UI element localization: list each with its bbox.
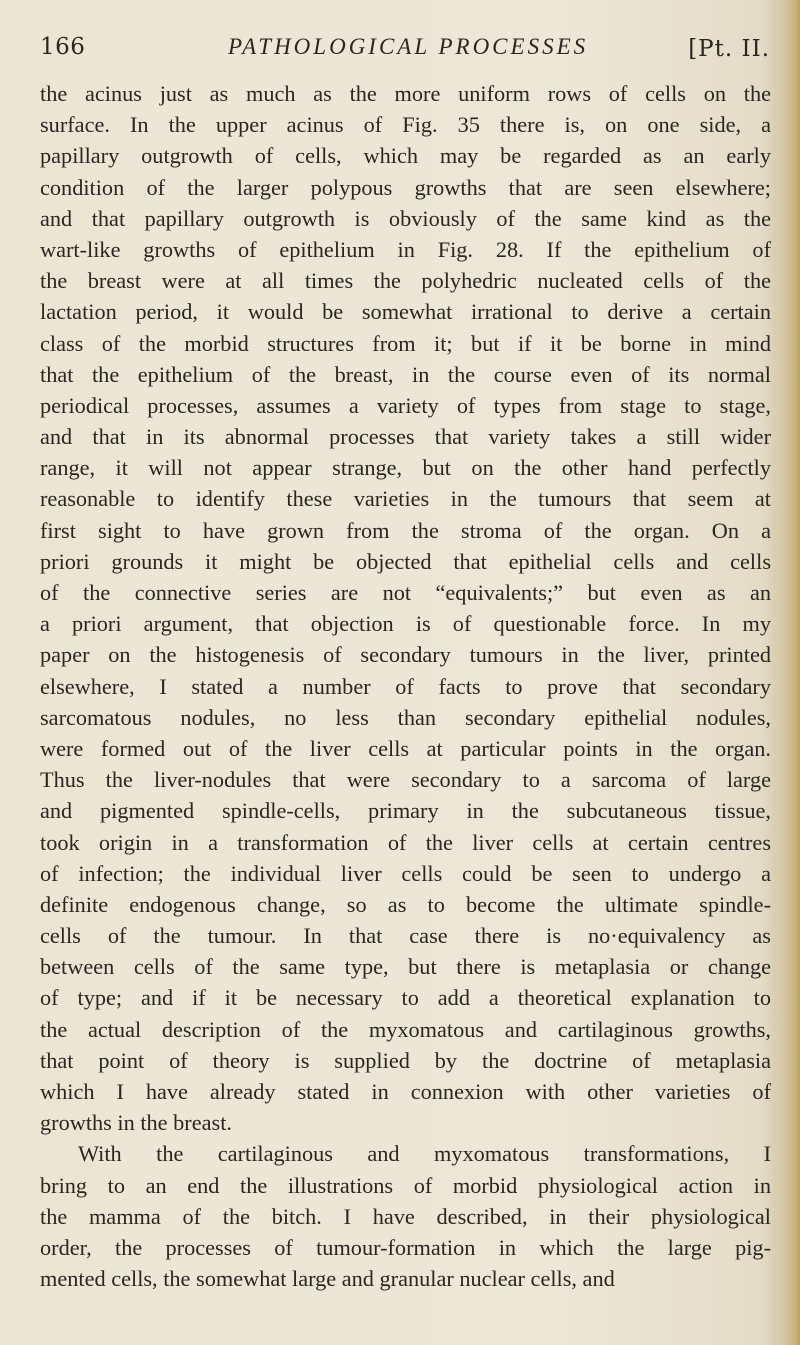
text-line: definite endogenous change, so as to become the ultimate spindle- xyxy=(40,891,771,917)
body-text xyxy=(40,78,771,1294)
text-line: first sight to have grown from the stroma of the organ. On a xyxy=(40,517,771,543)
text-line: mented cells, the somewhat large and granular nuclear cells, and xyxy=(40,1266,615,1292)
text-line: that point of theory is supplied by the doctrine of metaplasia xyxy=(40,1047,771,1073)
text-line: and that papillary outgrowth is obviously of the same kind as the xyxy=(40,205,771,231)
text-line: cells of the tumour. In that case there is no·equivalency as xyxy=(40,923,771,949)
part-label: [Pt. II. xyxy=(688,36,770,62)
text-line: order, the processes of tumour-formation in which the large pig- xyxy=(40,1234,771,1260)
text-line: Thus the liver-nodules that were secondary to a sarcoma of large xyxy=(40,767,771,793)
running-head xyxy=(40,34,770,70)
text-line: elsewhere, I stated a number of facts to prove that secondary xyxy=(40,673,771,699)
text-line: that the epithelium of the breast, in the course even of its normal xyxy=(40,361,771,387)
text-line: range, it will not appear strange, but on the other hand perfectly xyxy=(40,455,771,481)
text-line: were formed out of the liver cells at particular points in the organ. xyxy=(40,735,771,761)
text-line: between cells of the same type, but there is metaplasia or change xyxy=(40,954,771,980)
text-line: and that in its abnormal processes that variety takes a still wider xyxy=(40,424,771,450)
text-line: class of the morbid structures from it; but if it be borne in mind xyxy=(40,330,771,356)
text-line: sarcomatous nodules, no less than secondary epithelial nodules, xyxy=(40,704,771,730)
text-line: which I have already stated in connexion with other varieties of xyxy=(40,1079,771,1104)
page-edge xyxy=(786,0,800,1345)
text-line: the actual description of the myxomatous and cartilaginous growths, xyxy=(40,1016,771,1042)
text-line: periodical processes, assumes a variety of types from stage to stage, xyxy=(40,392,771,418)
text-line: the acinus just as much as the more uniform rows of cells on the xyxy=(40,81,771,106)
text-line: the breast were at all times the polyhedric nucleated cells of the xyxy=(40,268,771,294)
text-line: reasonable to identify these varieties in the tumours that seem at xyxy=(40,486,771,512)
text-line: of type; and if it be necessary to add a theoretical explanation to xyxy=(40,985,771,1011)
text-line: priori grounds it might be objected that epithelial cells and cells xyxy=(40,548,771,574)
text-line: and pigmented spindle-cells, primary in the subcutaneous tissue, xyxy=(40,798,771,824)
text-line: a priori argument, that objection is of questionable force. In my xyxy=(40,611,771,637)
text-line: bring to an end the illustrations of morbid physiological action in xyxy=(40,1172,771,1198)
text-line: of infection; the individual liver cells could be seen to undergo a xyxy=(40,860,771,886)
text-line: of the connective series are not “equivalents;” but even as an xyxy=(40,580,771,605)
text-line: wart-like growths of epithelium in Fig. 28. If the epithelium of xyxy=(40,236,771,262)
text-line: the mamma of the bitch. I have described, in their physiological xyxy=(40,1203,771,1229)
text-line: took origin in a transformation of the liver cells at certain centres xyxy=(40,829,771,855)
text-line: condition of the larger polypous growths that are seen elsewhere; xyxy=(40,174,771,200)
text-line: paper on the histogenesis of secondary tumours in the liver, printed xyxy=(40,642,771,668)
page-number: 166 xyxy=(40,34,86,60)
text-line: growths in the breast. xyxy=(40,1110,232,1136)
text-line: papillary outgrowth of cells, which may be regarded as an early xyxy=(40,143,771,169)
text-line: surface. In the upper acinus of Fig. 35 there is, on one side, a xyxy=(40,112,771,138)
running-title: PATHOLOGICAL PROCESSES xyxy=(228,34,589,59)
text-line: With the cartilaginous and myxomatous transformations, I xyxy=(78,1141,771,1167)
text-line: lactation period, it would be somewhat irrational to derive a certain xyxy=(40,299,771,325)
